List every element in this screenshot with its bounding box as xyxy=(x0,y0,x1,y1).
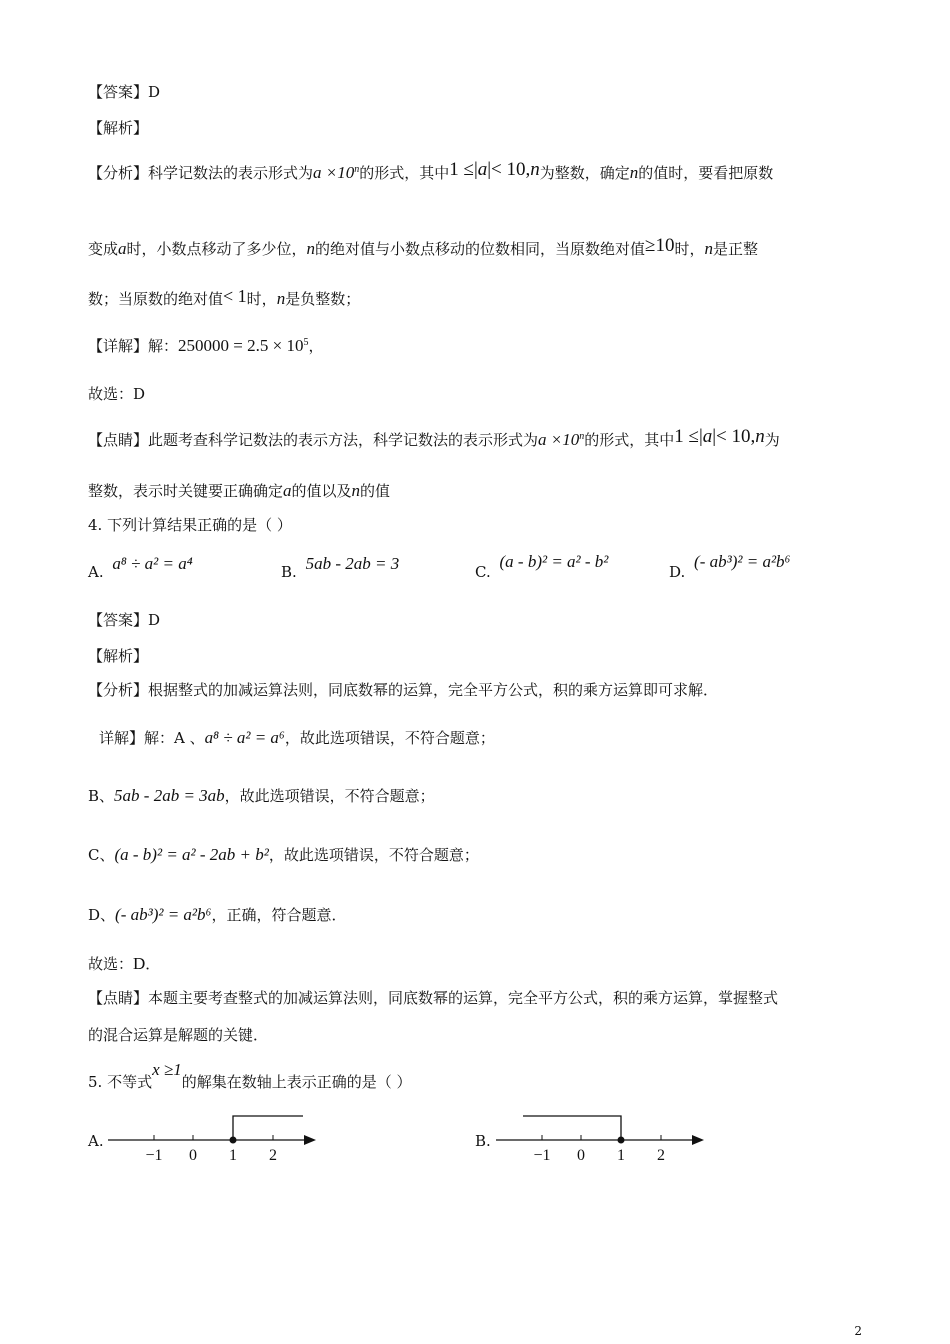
math-condition: 1 ≤|a|< 10,n xyxy=(674,426,765,447)
text: 时， xyxy=(674,240,705,258)
option-4b: B. 5ab - 2ab = 3 xyxy=(281,554,400,581)
text: 整数，表示时关键要正确确定 xyxy=(88,482,284,500)
solid-point xyxy=(230,1137,237,1144)
text: 的绝对值与小数点移动的位数相同，当原数绝对值 xyxy=(315,240,646,258)
question-4: 4. 下列计算结果正确的是（ ） xyxy=(88,516,292,534)
text: ，正确，符合题意． xyxy=(211,906,347,924)
analysis-paragraph-1-line-2 xyxy=(88,235,759,259)
math-var: n xyxy=(306,239,316,258)
text: 为 xyxy=(764,431,780,449)
axis-arrow xyxy=(692,1135,704,1145)
option-4c: C. (a - b)² = a² - b² xyxy=(475,552,609,581)
text: 【详解】解： xyxy=(88,337,179,355)
analysis-label-2: 【解析】 xyxy=(88,647,149,665)
math-step-d: (- ab³)² = a²b⁶ xyxy=(115,905,212,924)
tick-label: 2 xyxy=(657,1147,665,1164)
text: D xyxy=(133,954,146,973)
option-4d: D. (- ab³)² = a²b⁶ xyxy=(669,552,791,581)
math-var: a xyxy=(118,239,127,258)
text: B、 xyxy=(88,787,115,805)
analysis-paragraph-1-line-1 xyxy=(88,159,774,183)
math-step-c: (a - b)² = a² - 2ab + b² xyxy=(114,845,269,864)
text: 的值 xyxy=(360,482,391,500)
analysis-label-1: 【解析】 xyxy=(88,119,149,137)
answer-label-2: 【答案】D xyxy=(88,611,161,629)
numberline-a-label: A. xyxy=(88,1132,104,1150)
text: 时， xyxy=(246,290,277,308)
math-step-b: 5ab - 2ab = 3ab xyxy=(114,786,225,805)
solid-point xyxy=(618,1137,625,1144)
text: 的形式，其中 xyxy=(359,164,450,182)
math-condition: 1 ≤|a|< 10,n xyxy=(449,159,540,180)
text: 【点睛】此题考查科学记数法的表示方法，科学记数法的表示形式为 xyxy=(88,431,539,449)
tick-label: −1 xyxy=(145,1147,163,1164)
answer-label-1: 【答案】D xyxy=(88,83,161,101)
text: 变成 xyxy=(88,240,119,258)
math-var: n xyxy=(704,239,713,258)
tick-label: −1 xyxy=(533,1147,551,1164)
math-var: n xyxy=(629,163,639,182)
text: 的形式，其中 xyxy=(584,431,675,449)
text: 故选： xyxy=(88,955,134,973)
math-lt1: < 1 xyxy=(223,286,247,306)
analysis-paragraph-1-line-3 xyxy=(88,288,360,309)
text: ， xyxy=(308,337,324,355)
choose-1: 故选：D xyxy=(88,385,146,403)
text: 的值以及 xyxy=(291,482,352,500)
text: 【分析】科学记数法的表示形式为 xyxy=(88,164,314,182)
numberline-b xyxy=(488,1110,718,1170)
detail-2-d xyxy=(88,905,346,925)
detail-2-a xyxy=(99,728,495,748)
page-number: 2 xyxy=(854,1324,862,1338)
remark-1-line-2 xyxy=(88,481,390,501)
numberline-a xyxy=(100,1110,330,1170)
text: ，故此选项错误，不符合题意； xyxy=(284,729,495,747)
text: D、 xyxy=(88,906,116,924)
math-ineq: x ≥1 xyxy=(152,1060,182,1079)
remark-2-line-1: 【点睛】本题主要考查整式的加减运算法则，同底数幂的运算，完全平方公式，积的乘方运算，掌握整式 xyxy=(88,989,779,1007)
tick-label: 1 xyxy=(617,1147,625,1164)
axis-arrow xyxy=(304,1135,316,1145)
text: 的解集在数轴上表示正确的是（ ） xyxy=(181,1073,412,1091)
tick-label: 2 xyxy=(269,1147,277,1164)
math-sci-form: $a \times 10^n$ xyxy=(538,430,585,449)
text: 数；当原数的绝对值 xyxy=(88,290,224,308)
math-calc1: $250000 = 2.5 \times 10^5$ xyxy=(178,336,309,355)
math-var: n xyxy=(351,481,361,500)
detail-1 xyxy=(88,336,323,356)
analysis-paragraph-2: 【分析】根据整式的加减运算法则，同底数幂的运算，完全平方公式，积的乘方运算即可求解． xyxy=(88,681,719,699)
choose-2: 故选：D． xyxy=(88,954,161,973)
math-sci-form: $a \times 10^n$ xyxy=(313,163,360,182)
math-ge10: ≥10 xyxy=(645,235,675,256)
tick-label: 0 xyxy=(577,1147,585,1164)
text: 的值时，要看把原数 xyxy=(638,164,774,182)
question-5 xyxy=(88,1060,412,1092)
remark-1-line-1 xyxy=(88,426,780,450)
text: 5. 不等式 xyxy=(88,1073,153,1091)
text: ，故此选项错误，不符合题意； xyxy=(224,787,435,805)
solution-bracket xyxy=(233,1116,303,1140)
math-var: a xyxy=(283,481,292,500)
numberline-b-label: B. xyxy=(475,1132,491,1150)
text: 是负整数； xyxy=(285,290,361,308)
remark-2-line-2: 的混合运算是解题的关键． xyxy=(88,1026,269,1044)
detail-2-c xyxy=(88,845,479,865)
math-step-a: a⁸ ÷ a² = a⁶ xyxy=(204,728,285,747)
text: C、 xyxy=(88,846,115,864)
text: 是正整 xyxy=(713,240,759,258)
tick-label: 0 xyxy=(189,1147,197,1164)
solution-bracket xyxy=(523,1116,621,1140)
detail-2-b xyxy=(88,786,435,806)
math-var: n xyxy=(276,289,286,308)
text: 为整数，确定 xyxy=(539,164,630,182)
tick-label: 1 xyxy=(229,1147,237,1164)
text: ，故此选项错误，不符合题意； xyxy=(268,846,479,864)
option-4a: A. a⁸ ÷ a² = a⁴ xyxy=(88,554,193,581)
text: 详解】解：A 、 xyxy=(99,729,205,747)
text: 时，小数点移动了多少位， xyxy=(126,240,307,258)
